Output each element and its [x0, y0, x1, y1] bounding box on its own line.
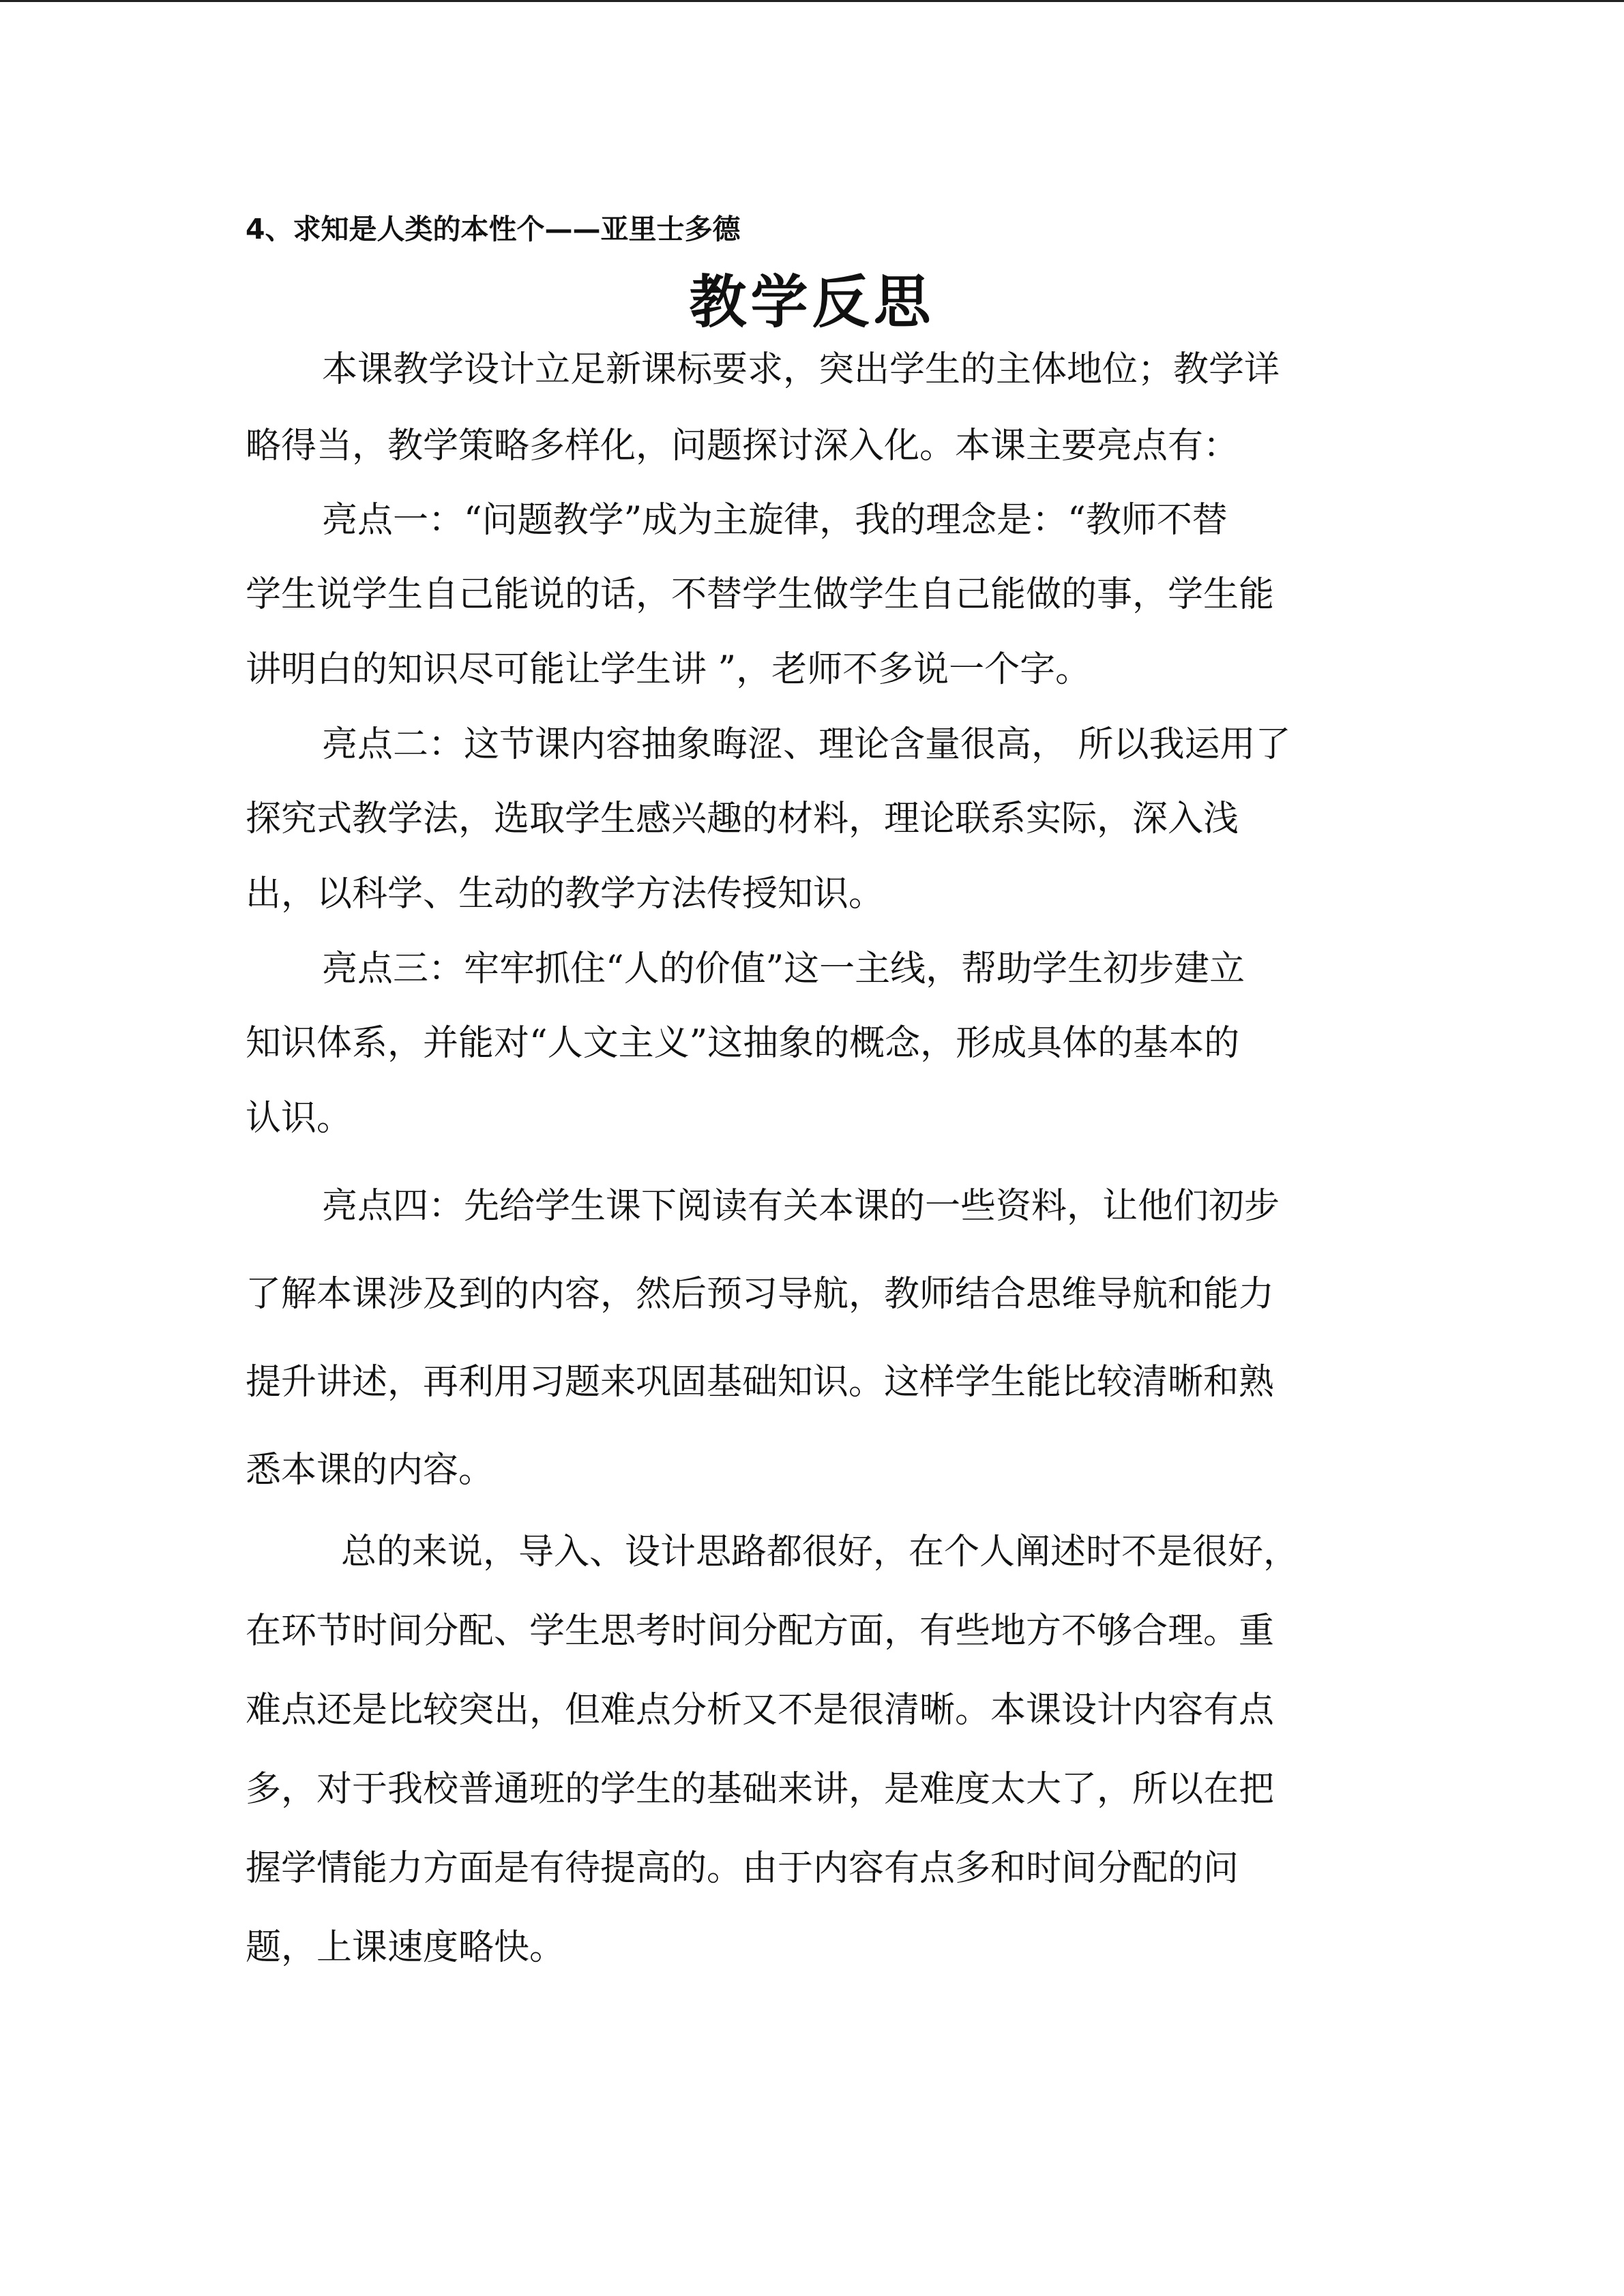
- list-heading-quote: 4、求知是人类的本性个——亚里士多德: [246, 213, 741, 245]
- paragraph-line: 题，上课速度略快。: [246, 1927, 565, 1968]
- paragraph-line: 亮点三：牢牢抓住“人的价值”这一主线，帮助学生初步建立: [322, 949, 1245, 989]
- paragraph-line: 出，以科学、生动的教学方法传授知识。: [246, 874, 885, 914]
- paragraph-line: 难点还是比较突出，但难点分析又不是很清晰。本课设计内容有点: [246, 1690, 1275, 1731]
- page-top-border: [0, 0, 1624, 2]
- paragraph-line: 了解本课涉及到的内容，然后预习导航，教师结合思维导航和能力: [246, 1274, 1275, 1315]
- paragraph-line: 多，对于我校普通班的学生的基础来讲，是难度太大了，所以在把: [246, 1769, 1275, 1810]
- paragraph-line: 在环节时间分配、学生思考时间分配方面，有些地方不够合理。重: [246, 1611, 1275, 1652]
- paragraph-line: 悉本课的内容。: [246, 1450, 494, 1491]
- document-title: 教学反思: [689, 269, 935, 336]
- paragraph-line: 总的来说，导入、设计思路都很好，在个人阐述时不是很好，: [341, 1532, 1299, 1572]
- paragraph-line: 学生说学生自己能说的话，不替学生做学生自己能做的事，学生能: [246, 574, 1275, 615]
- paragraph-line: 亮点二：这节课内容抽象晦涩、理论含量很高， 所以我运用了: [322, 724, 1291, 765]
- paragraph-line: 略得当，教学策略多样化，问题探讨深入化。本课主要亮点有：: [246, 426, 1239, 466]
- paragraph-line: 知识体系，并能对“人文主义”这抽象的概念，形成具体的基本的: [246, 1023, 1240, 1064]
- paragraph-line: 讲明白的知识尽可能让学生讲 ”，老师不多说一个字。: [246, 649, 1091, 690]
- paragraph-line: 提升讲述，再利用习题来巩固基础知识。这样学生能比较清晰和熟: [246, 1362, 1275, 1403]
- paragraph-line: 握学情能力方面是有待提高的。由于内容有点多和时间分配的问: [246, 1848, 1239, 1889]
- paragraph-line: 亮点四：先给学生课下阅读有关本课的一些资料，让他们初步: [322, 1186, 1280, 1227]
- paragraph-line: 认识。: [246, 1098, 353, 1139]
- paragraph-line: 亮点一：“问题教学”成为主旋律，我的理念是：“教师不替: [322, 500, 1228, 541]
- paragraph-line: 探究式教学法，选取学生感兴趣的材料，理论联系实际，深入浅: [246, 799, 1239, 839]
- paragraph-line: 本课教学设计立足新课标要求，突出学生的主体地位；教学详: [322, 349, 1280, 390]
